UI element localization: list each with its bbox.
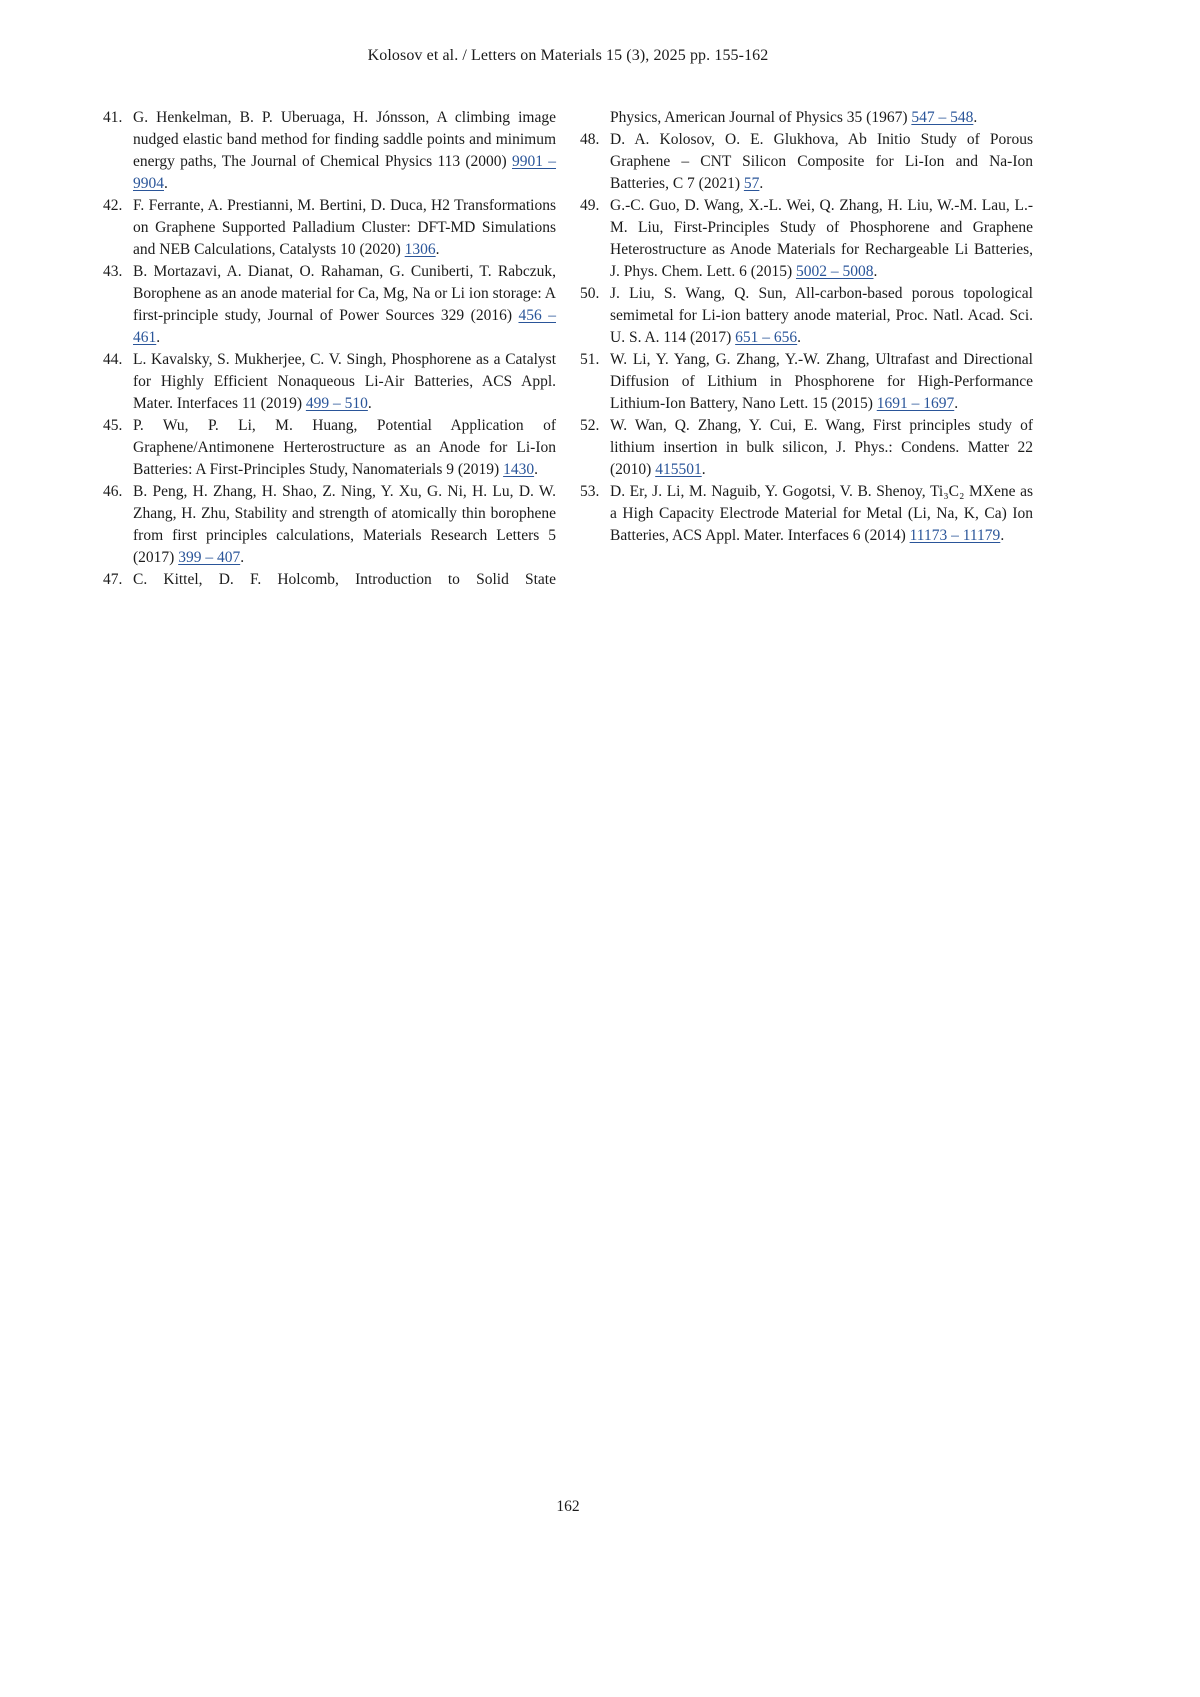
reference-text: D. A. Kolosov, O. E. Glukhova, Ab Initio Study of Porous Graphene – CNT Silicon Composite for Li-Ion and Na-Ion Batteries, C 7 (2021) [610, 131, 1033, 192]
reference-item-46 [103, 481, 556, 569]
reference-item-52 [580, 415, 1033, 481]
reference-text-after: . [701, 461, 706, 478]
reference-number: 52. [580, 417, 600, 434]
reference-pages-link[interactable]: 11173 – 11179 [909, 527, 1001, 544]
reference-item-42 [103, 195, 556, 261]
reference-item-47-continuation [580, 107, 1033, 129]
reference-pages-link[interactable]: 547 – 548 [911, 109, 974, 126]
reference-pages-link[interactable]: 415501 [655, 461, 702, 478]
reference-number: 48. [580, 131, 600, 148]
reference-number: 42. [103, 197, 123, 214]
reference-number: 41. [103, 109, 123, 126]
reference-text: P. Wu, P. Li, M. Huang, Potential Application of Graphene/Antimonene Herterostructure as an Anode for Li-Ion Batteries: A First-Principles Study, Nanomaterials 9 (2019) [133, 417, 556, 478]
reference-item-41 [103, 107, 556, 195]
reference-text-after: . [240, 549, 245, 566]
reference-text-after: . [759, 175, 764, 192]
reference-item-47 [103, 569, 556, 591]
reference-text-after: . [435, 241, 440, 258]
reference-number: 45. [103, 417, 123, 434]
reference-pages-link[interactable]: 5002 – 5008 [796, 263, 874, 280]
reference-number: 51. [580, 351, 600, 368]
reference-text: L. Kavalsky, S. Mukherjee, C. V. Singh, Phosphorene as a Catalyst for Highly Efficient Nonaqueous Li-Air Batteries, ACS Appl. Mater. Interfaces 11 (2019) [133, 351, 556, 412]
reference-text: C. Kittel, D. F. Holcomb, Introduction to Solid State [133, 571, 556, 588]
reference-number: 53. [580, 483, 600, 500]
reference-text-after: . [797, 329, 802, 346]
reference-text-after: . [973, 109, 978, 126]
reference-pages-link[interactable]: 1691 – 1697 [876, 395, 955, 412]
running-header: Kolosov et al. / Letters on Materials 15 (3), 2025 pp. 155-162 [367, 47, 769, 64]
reference-pages-link[interactable]: 399 – 407 [178, 549, 241, 566]
reference-text-after: . [1000, 527, 1005, 544]
reference-text: W. Wan, Q. Zhang, Y. Cui, E. Wang, First principles study of lithium insertion in bulk silicon, J. Phys.: Condens. Matter 22 (2010) [610, 417, 1033, 478]
reference-text: G. Henkelman, B. P. Uberuaga, H. Jónsson, A climbing image nudged elastic band method for finding saddle points and minimum energy paths, The Journal of Chemical Physics 113 (2000) [133, 109, 556, 170]
reference-number: 46. [103, 483, 123, 500]
reference-text-after: . [367, 395, 372, 412]
references-list [103, 107, 1033, 591]
reference-pages-link[interactable]: 1430 [503, 461, 535, 478]
reference-pages-link[interactable]: 651 – 656 [735, 329, 798, 346]
reference-item-49 [580, 195, 1033, 283]
reference-text-after: . [156, 329, 161, 346]
reference-pages-link[interactable]: 9901 – 9904 [133, 153, 556, 192]
reference-text: D. Er, J. Li, M. Naguib, Y. Gogotsi, V. B. Shenoy, Ti₃C₂ MXene as a High Capacity Electrode Material for Metal (Li, Na, K, Ca) Ion Batteries, ACS Appl. Mater. Interfaces 6 (2014) [610, 483, 1033, 544]
reference-item-48 [580, 129, 1033, 195]
reference-number: 43. [103, 263, 123, 280]
reference-number: 49. [580, 197, 600, 214]
reference-item-51 [580, 349, 1033, 415]
reference-pages-link[interactable]: 456 – 461 [133, 307, 556, 346]
reference-text-after: . [534, 461, 538, 478]
reference-item-53 [580, 481, 1033, 547]
reference-text: G.-C. Guo, D. Wang, X.-L. Wei, Q. Zhang, H. Liu, W.-M. Lau, L.-M. Liu, First-Principles Study of Phosphorene and Graphene Heterostructure as Anode Materials for Rechargeable Li Batteries, J. Phys. Chem. Lett. 6 (2015) [610, 197, 1033, 280]
reference-text: W. Li, Y. Yang, G. Zhang, Y.-W. Zhang, Ultrafast and Directional Diffusion of Lithium in Phosphorene for High-Performance Lithium-Ion Battery, Nano Lett. 15 (2015) [610, 351, 1033, 412]
reference-number: 44. [103, 351, 123, 368]
reference-number: 47. [103, 571, 123, 588]
left-column [103, 107, 556, 591]
page-number: 162 [556, 1498, 580, 1515]
reference-item-44 [103, 349, 556, 415]
reference-text: Physics, American Journal of Physics 35 (1967) [610, 109, 912, 126]
reference-item-43 [103, 261, 556, 349]
reference-text: B. Mortazavi, A. Dianat, O. Rahaman, G. Cuniberti, T. Rabczuk, Borophene as an anode material for Ca, Mg, Na or Li ion storage: A first-principle study, Journal of Power Sources 329 (2016) [133, 263, 556, 324]
reference-pages-link[interactable]: 499 – 510 [305, 395, 368, 412]
reference-item-50 [580, 283, 1033, 349]
reference-text-after: . [873, 263, 878, 280]
reference-text: F. Ferrante, A. Prestianni, M. Bertini, D. Duca, H2 Transformations on Graphene Supported Palladium Cluster: DFT-MD Simulations and NEB Calculations, Catalysts 10 (2020) [133, 197, 556, 258]
reference-text-after: . [954, 395, 959, 412]
right-column [580, 107, 1033, 591]
reference-text: B. Peng, H. Zhang, H. Shao, Z. Ning, Y. Xu, G. Ni, H. Lu, D. W. Zhang, H. Zhu, Stability and strength of atomically thin borophene from first principles calculations, Materials Research Letters 5 (2017) [133, 483, 556, 566]
reference-item-45 [103, 415, 556, 481]
reference-pages-link[interactable]: 1306 [404, 241, 436, 258]
reference-text: J. Liu, S. Wang, Q. Sun, All-carbon-based porous topological semimetal for Li-ion battery anode material, Proc. Natl. Acad. Sci. U. S. A. 114 (2017) [610, 285, 1033, 346]
reference-text-after: . [164, 175, 168, 192]
reference-pages-link[interactable]: 57 [743, 175, 760, 192]
reference-number: 50. [580, 285, 600, 302]
